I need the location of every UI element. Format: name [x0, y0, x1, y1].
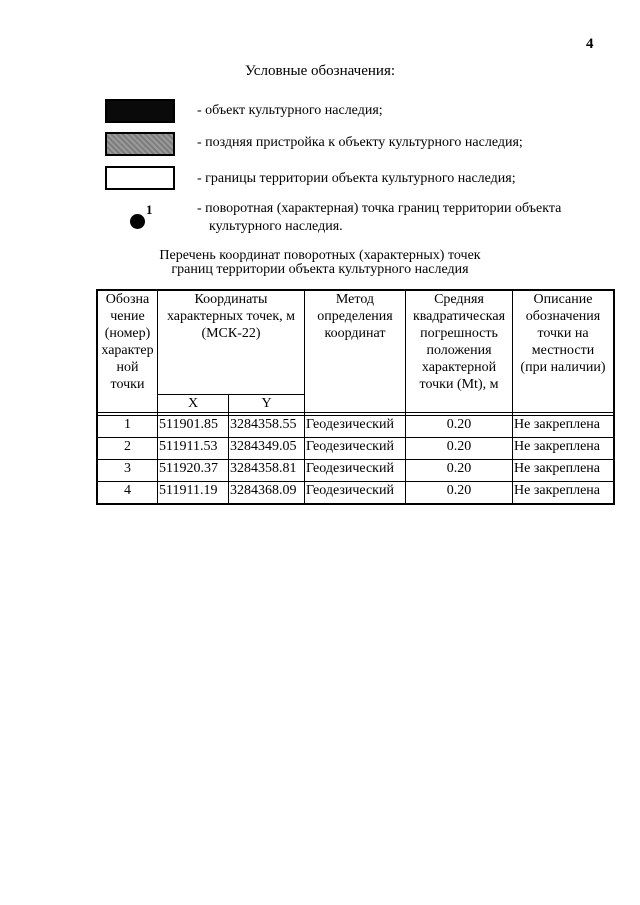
cell-num: 2 — [97, 438, 158, 460]
cell-error: 0.20 — [406, 460, 513, 482]
cell-x: 511901.85 — [158, 416, 229, 438]
header-text: местности — [531, 343, 595, 358]
cell-method: Геодезический — [305, 482, 406, 505]
table-row — [97, 482, 614, 505]
header-text: квадратическая — [412, 309, 506, 324]
cell-y: 3284349.05 — [229, 438, 305, 460]
cell-description: Не закреплена — [513, 460, 615, 482]
header-text: погрешность — [420, 326, 498, 341]
cell-error: 0.20 — [406, 482, 513, 505]
heritage-object-swatch — [105, 99, 175, 123]
cell-description: Не закреплена — [513, 482, 615, 505]
cell-y: 3284358.55 — [229, 416, 305, 438]
cell-method: Геодезический — [305, 416, 406, 438]
cell-x: 511911.53 — [158, 438, 229, 460]
header-text: чение — [110, 309, 145, 324]
cell-method: Геодезический — [305, 460, 406, 482]
header-text: Метод — [335, 292, 375, 307]
header-text: координат — [324, 326, 386, 341]
territory-boundary-swatch — [105, 166, 175, 190]
turning-point-marker-label: 1 — [146, 202, 153, 217]
legend-title: Условные обозначения: — [244, 63, 396, 79]
header-point-number — [97, 290, 158, 413]
header-text: (номер) — [104, 326, 151, 341]
header-description — [513, 290, 615, 413]
header-y: Y — [229, 395, 305, 413]
header-text: характер — [101, 343, 154, 358]
header-coordinates — [158, 290, 305, 395]
cell-error: 0.20 — [406, 416, 513, 438]
cell-y: 3284368.09 — [229, 482, 305, 505]
coordinates-table — [96, 289, 615, 505]
legend-item-label — [197, 200, 561, 236]
legend-item-label: - границы территории объекта культурного наследия; — [197, 171, 516, 186]
coordinates-list-title — [0, 249, 640, 277]
legend-item-label: - поздняя пристройка к объекту культурного наследия; — [197, 135, 523, 150]
header-text: характерной — [421, 360, 497, 375]
cell-x: 511911.19 — [158, 482, 229, 505]
header-text: ной — [116, 360, 139, 375]
legend-item-label-line1: - поворотная (характерная) точка границ территории объекта — [197, 201, 562, 216]
header-mean-square-error — [406, 290, 513, 413]
table-header-row — [97, 290, 614, 395]
cell-description: Не закреплена — [513, 438, 615, 460]
header-method — [305, 290, 406, 413]
header-text: Координаты — [194, 292, 268, 307]
table-row — [97, 460, 614, 482]
turning-point-dot-icon — [130, 214, 145, 229]
cell-y: 3284358.81 — [229, 460, 305, 482]
header-x: X — [158, 395, 229, 413]
legend-item-label: - объект культурного наследия; — [197, 103, 383, 118]
cell-num: 3 — [97, 460, 158, 482]
header-text: положения — [426, 343, 492, 358]
header-text: определения — [317, 309, 393, 324]
page-number: 4 — [586, 36, 594, 52]
table-row — [97, 416, 614, 438]
header-text: Средняя — [434, 292, 484, 307]
list-title-line2: границ территории объекта культурного наследия — [171, 262, 469, 277]
list-title-line1: Перечень координат поворотных (характерных) точек — [159, 248, 481, 263]
legend-item-label-line2: культурного наследия. — [209, 219, 343, 234]
header-text: характерных точек, м — [166, 309, 296, 324]
cell-error: 0.20 — [406, 438, 513, 460]
cell-x: 511920.37 — [158, 460, 229, 482]
header-text: точки — [110, 377, 145, 392]
header-text: точки на — [537, 326, 589, 341]
late-annex-swatch — [105, 132, 175, 156]
header-text: Описание — [533, 292, 593, 307]
header-text: точки (Mt), м — [419, 377, 499, 392]
cell-num: 1 — [97, 416, 158, 438]
header-text: обозначения — [525, 309, 601, 324]
table-row — [97, 438, 614, 460]
cell-description: Не закреплена — [513, 416, 615, 438]
header-text: (МСК-22) — [201, 326, 261, 341]
header-text: Обозна — [105, 292, 150, 307]
cell-method: Геодезический — [305, 438, 406, 460]
cell-num: 4 — [97, 482, 158, 505]
header-text: (при наличии) — [520, 360, 606, 375]
